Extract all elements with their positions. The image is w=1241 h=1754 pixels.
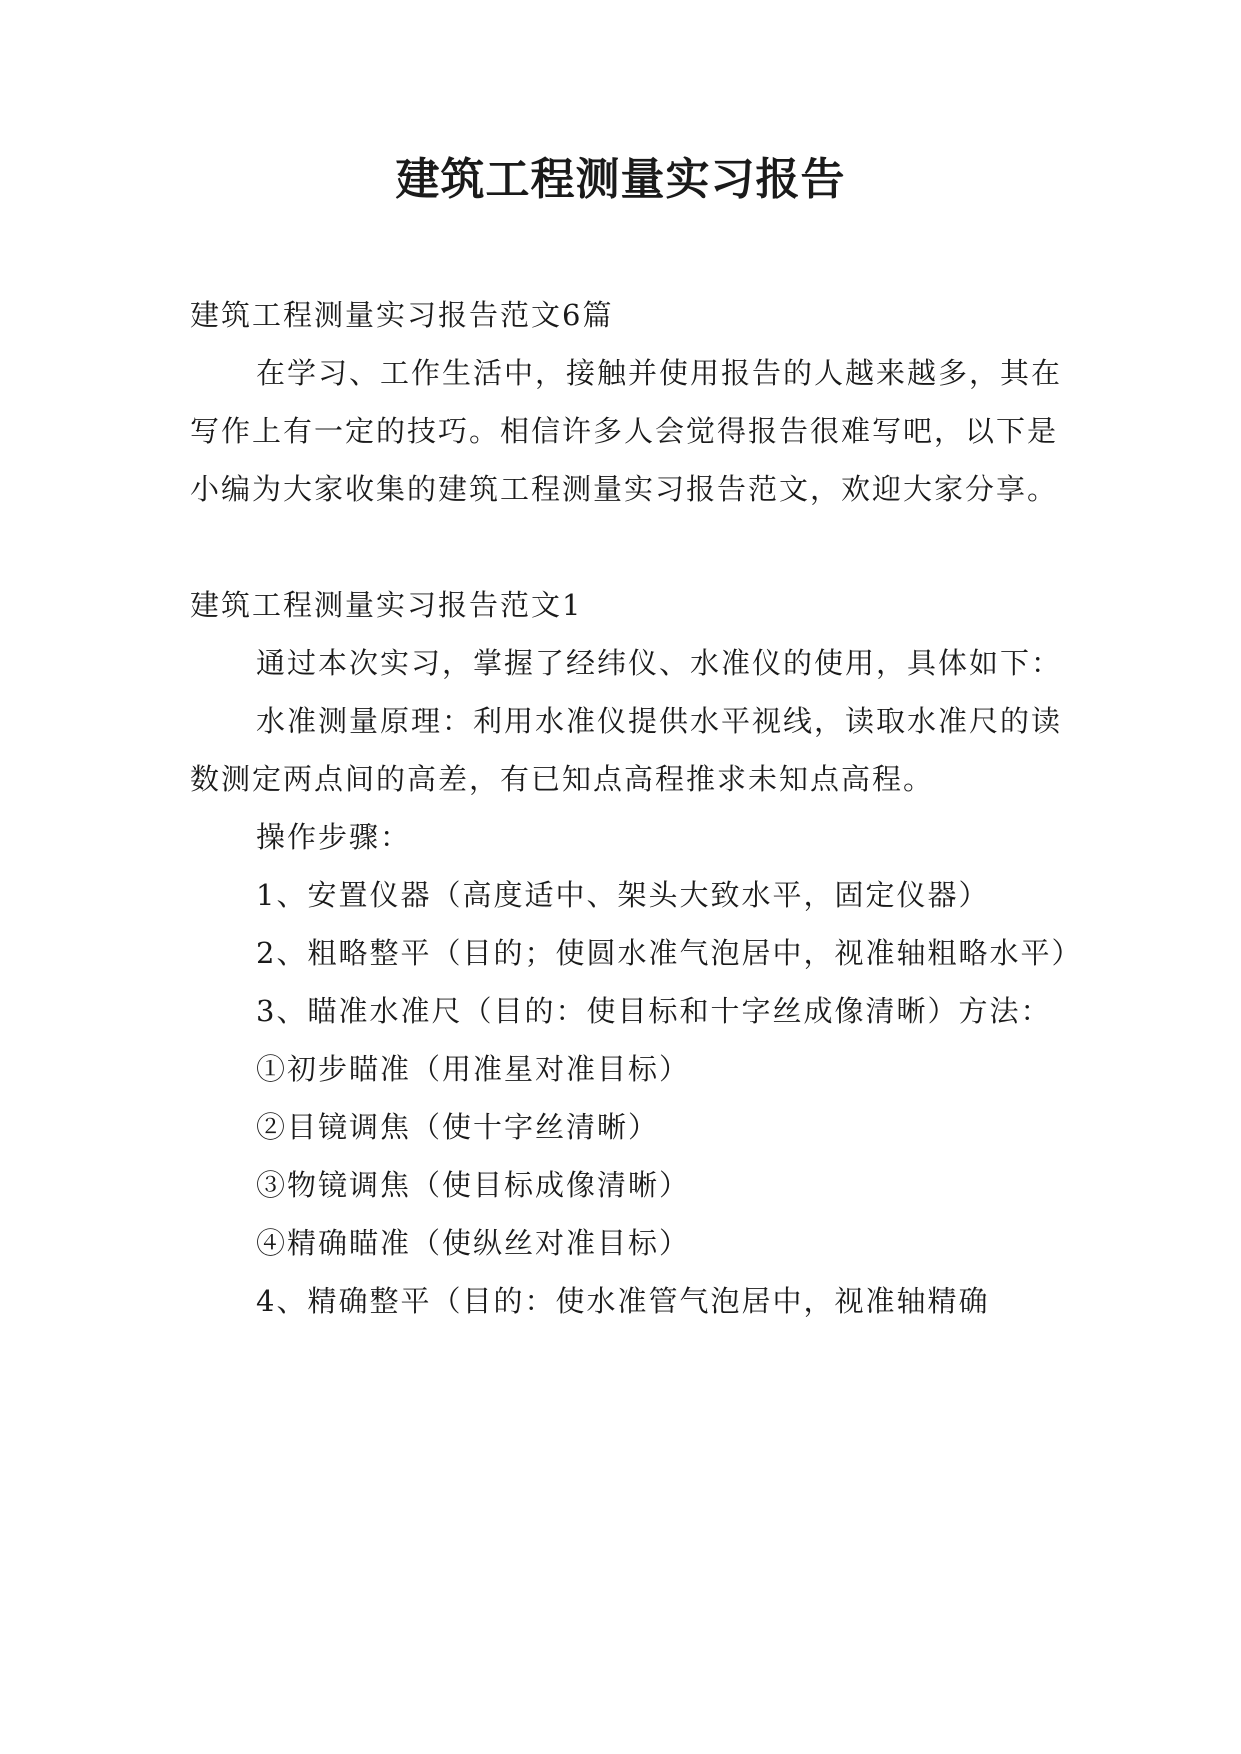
section-heading: 建筑工程测量实习报告范文1 xyxy=(190,588,583,622)
sub-step-item: ③物镜调焦（使目标成像清晰） xyxy=(256,1168,691,1202)
intro-paragraph: 在学习、工作生活中，接触并使用报告的人越来越多，其在写作上有一定的技巧。相信许多人会觉得报告很难写吧，以下是小编为大家收集的建筑工程测量实习报告范文，欢迎大家分享。 xyxy=(190,356,1063,506)
document-body xyxy=(190,286,1083,1330)
paragraph: 通过本次实习，掌握了经纬仪、水准仪的使用，具体如下： xyxy=(256,646,1063,680)
step-item: 4、精确整平（目的：使水准管气泡居中，视准轴精确 xyxy=(256,1284,990,1318)
paragraph-gap xyxy=(190,518,1070,576)
step-item: 2、粗略整平（目的；使圆水准气泡居中，视准轴粗略水平） xyxy=(256,936,1083,970)
paragraph: 水准测量原理：利用水准仪提供水平视线，读取水准尺的读数测定两点间的高差，有已知点高程推求未知点高程。 xyxy=(190,704,1063,796)
step-item: 1、安置仪器（高度适中、架头大致水平，固定仪器） xyxy=(256,878,990,912)
sub-step-item: ①初步瞄准（用准星对准目标） xyxy=(256,1052,691,1086)
document-title: 建筑工程测量实习报告 xyxy=(395,154,846,205)
sub-step-item: ②目镜调焦（使十字丝清晰） xyxy=(256,1110,660,1144)
sub-step-item: ④精确瞄准（使纵丝对准目标） xyxy=(256,1226,691,1260)
step-item: 3、瞄准水准尺（目的：使目标和十字丝成像清晰）方法： xyxy=(256,994,1052,1028)
document-subtitle: 建筑工程测量实习报告范文6篇 xyxy=(190,298,614,332)
paragraph: 操作步骤： xyxy=(256,820,412,854)
